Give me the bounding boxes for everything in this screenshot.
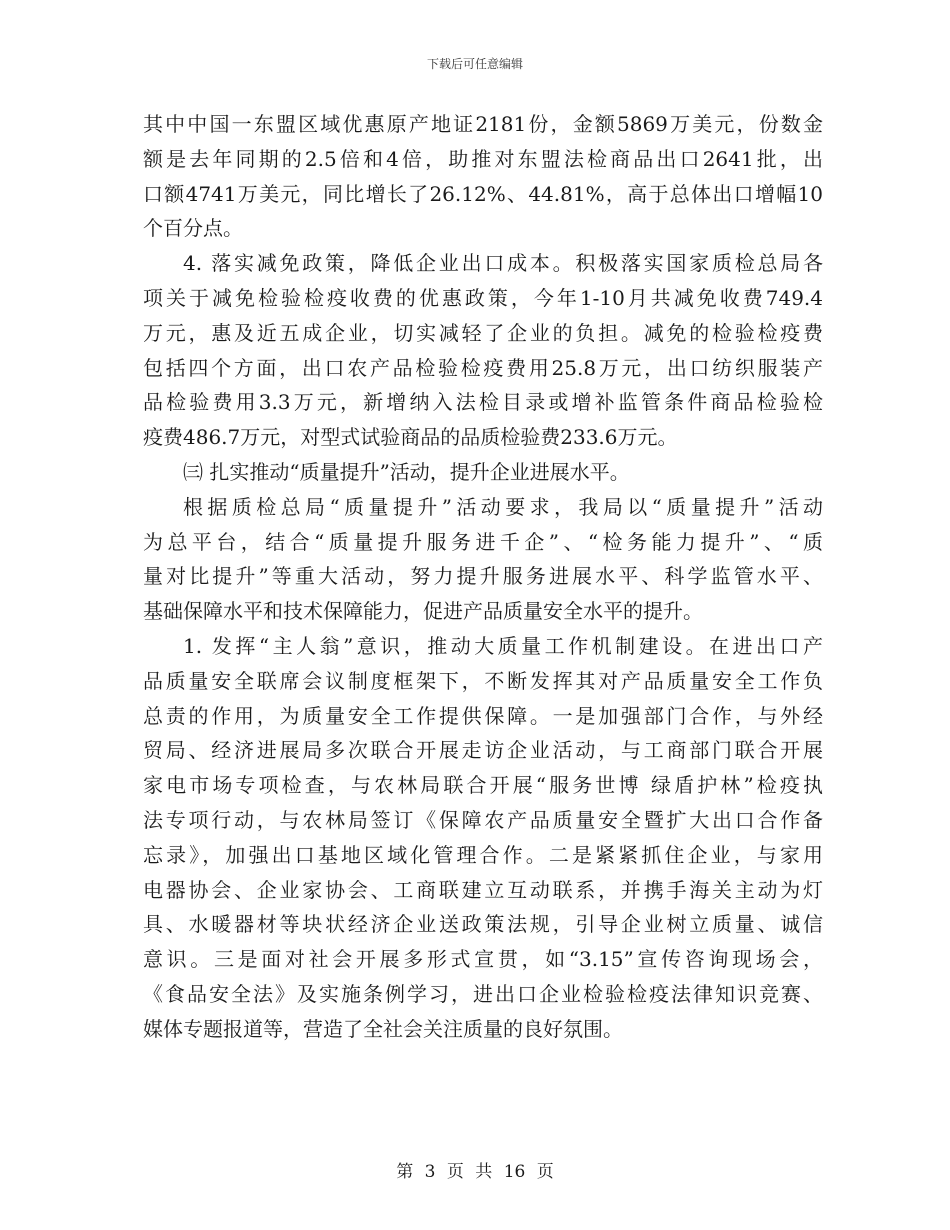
text-line: 项关于减免检验检疫收费的优惠政策，今年1-10月共减免收费749.4 <box>143 285 823 310</box>
text-line: 忘录》，加强出口基地区域化管理合作。二是紧紧抓住企业，与家用 <box>143 842 823 867</box>
text-line: 疫费486.7万元，对型式试验商品的品质检验费233.6万元。 <box>143 425 678 450</box>
text-line: 家电市场专项检查，与农林局联合开展“服务世博 绿盾护林”检疫执 <box>143 773 823 798</box>
text-line: 个百分点。 <box>143 216 243 241</box>
text-line: 4. 落实减免政策，降低企业出口成本。积极落实国家质检总局各 <box>183 251 823 276</box>
text-line: 为总平台，结合“质量提升服务进千企”、“检务能力提升”、“质 <box>143 529 823 554</box>
text-line: 包括四个方面，出口农产品检验检疫费用25.8万元，出口纺织服装产 <box>143 355 823 380</box>
text-line: 媒体专题报道等，营造了全社会关注质量的良好氛围。 <box>143 1016 623 1041</box>
text-line: 意识。三是面对社会开展多形式宣贯，如“3.15”宣传咨询现场会， <box>143 947 823 972</box>
page-number-footer: 第 3 页 共 16 页 <box>396 1162 554 1182</box>
text-line: 品质量安全联席会议制度框架下，不断发挥其对产品质量安全工作负 <box>143 668 823 693</box>
text-line: 量对比提升”等重大活动，努力提升服务进展水平、科学监管水平、 <box>143 564 823 589</box>
text-line: 万元，惠及近五成企业，切实减轻了企业的负担。减免的检验检疫费 <box>143 320 823 345</box>
document-body <box>143 107 823 1047</box>
text-line: 具、水暖器材等块状经济企业送政策法规，引导企业树立质量、诚信 <box>143 912 823 937</box>
text-line: 贸局、经济进展局多次联合开展走访企业活动，与工商部门联合开展 <box>143 738 823 763</box>
text-line: 品检验费用3.3万元，新增纳入法检目录或增补监管条件商品检验检 <box>143 390 823 415</box>
text-line: 基础保障水平和技术保障能力，促进产品质量安全水平的提升。 <box>143 599 703 624</box>
text-line: 根据质检总局“质量提升”活动要求，我局以“质量提升”活动 <box>183 494 823 519</box>
text-line: 《食品安全法》及实施条例学习，进出口企业检验检疫法律知识竞赛、 <box>143 981 823 1006</box>
page-header: 下载后可任意编辑 <box>426 57 523 71</box>
text-line: 总责的作用，为质量安全工作提供保障。一是加强部门合作，与外经 <box>143 703 823 728</box>
text-line: 法专项行动，与农林局签订《保障农产品质量安全暨扩大出口合作备 <box>143 807 823 832</box>
text-line: 1. 发挥“主人翁”意识，推动大质量工作机制建设。在进出口产 <box>183 633 823 658</box>
text-line: ㈢ 扎实推动“质量提升”活动，提升企业进展水平。 <box>183 459 630 484</box>
text-line: 其中中国一东盟区域优惠原产地证2181份，金额5869万美元，份数金 <box>143 112 823 136</box>
text-line: 口额4741万美元，同比增长了26.12%、44.81%，高于总体出口增幅10 <box>143 181 823 206</box>
text-line: 额是去年同期的2.5倍和4倍，助推对东盟法检商品出口2641批，出 <box>143 146 823 171</box>
text-line: 电器协会、企业家协会、工商联建立互动联系，并携手海关主动为灯 <box>143 877 823 902</box>
